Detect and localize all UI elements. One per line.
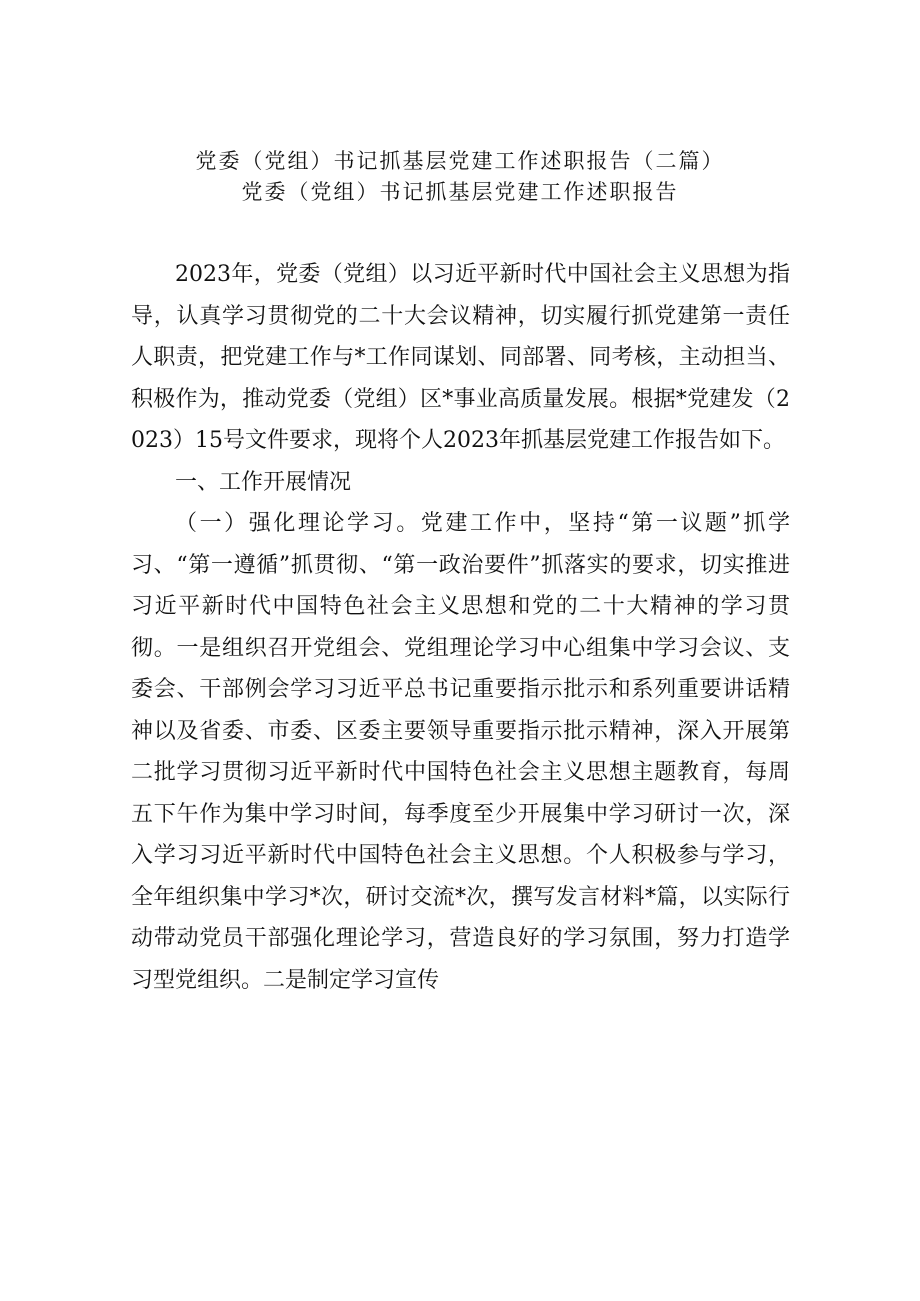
document-title: 党委（党组）书记抓基层党建工作述职报告（二篇） — [195, 149, 725, 173]
document-body — [131, 254, 790, 1001]
section-heading: 一、工作开展情况 — [175, 469, 352, 495]
body-paragraph: （一）强化理论学习。党建工作中，坚持“第一议题”抓学习、“第一遵循”抓贯彻、“第一政治要件”抓落实的要求，切实推进习近平新时代中国特色社会主义思想和党的二十大精神的学习贯彻。一是组织召开党组会、党组理论学习中心组集中学习会议、支委会、干部例会学习习近平总书记重要指示批示和系列重要讲话精神以及省委、市委、区委主要领导重要指示批示精神，深入开展第二批学习贯彻习近平新时代中国特色社会主义思想主题教育，每周五下午作为集中学习时间，每季度至少开展集中学习研讨一次，深入学习习近平新时代中国特色社会主义思想。个人积极参与学习，全年组织集中学习*次，研讨交流*次，撰写发言材料*篇，以实际行动带动党员干部强化理论学习，营造良好的学习氛围，努力打造学习型党组织。二是制定学习宣传 — [131, 511, 790, 993]
intro-paragraph: 2023年，党委（党组）以习近平新时代中国社会主义思想为指导，认真学习贯彻党的二十大会议精神，切实履行抓党建第一责任人职责，把党建工作与*工作同谋划、同部署、同考核，主动担当、积极作为，推动党委（党组）区*事业高质量发展。根据*党建发（2023）15号文件要求，现将个人2023年抓基层党建工作报告如下。 — [131, 262, 790, 453]
document-title-block — [0, 146, 920, 208]
document-subtitle: 党委（党组）书记抓基层党建工作述职报告 — [241, 180, 679, 204]
